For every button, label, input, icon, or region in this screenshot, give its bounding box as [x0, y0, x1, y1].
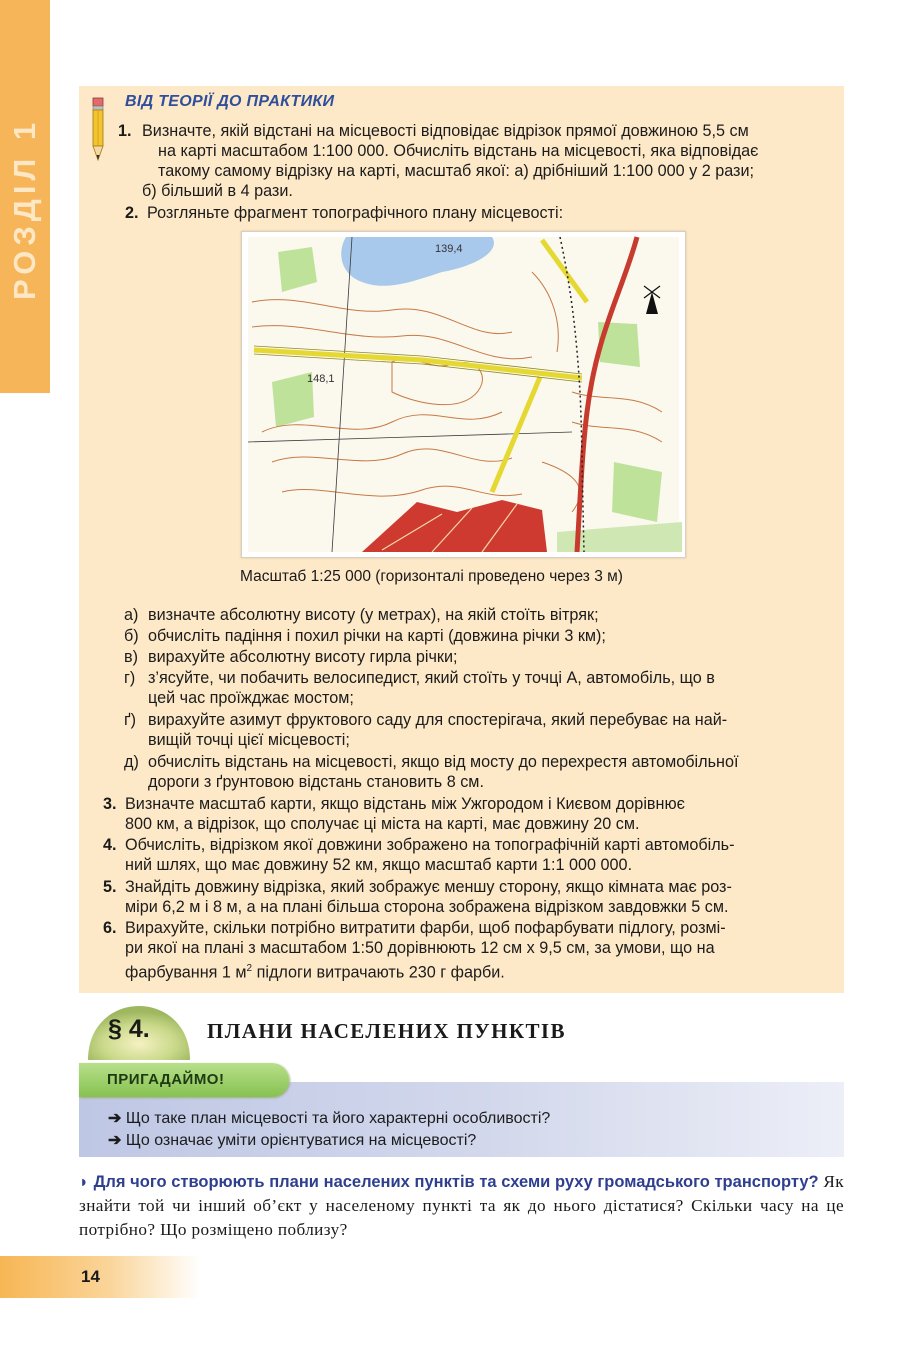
task-2-text: Розгляньте фрагмент топографічного плану місцевості:	[147, 204, 564, 222]
subtask-e-line-1: вирахуйте азимут фруктового саду для спостерігача, який перебуває на най-	[148, 711, 728, 729]
subtask-d-line-1: з’ясуйте, чи побачить велосипедист, який стоїть у точці А, автомобіль, що в	[148, 669, 715, 687]
subtask-e-line-2: вищій точці цієї місцевості;	[148, 731, 350, 749]
task-1-line-3: такому самому відрізку на карті, масштаб якої: а) дрібніший 1:100 000 у 2 рази;	[158, 162, 755, 180]
subtask-b-letter: б)	[124, 627, 139, 645]
task-3-line-1: Визначте масштаб карти, якщо відстань між Ужгородом і Києвом дорівнює	[125, 795, 685, 813]
subtask-d-letter: г)	[124, 669, 136, 687]
recall-label: ПРИГАДАЙМО!	[107, 1071, 225, 1088]
arrow-right-icon: ➔	[108, 1110, 126, 1127]
recall-question-2: ➔ Що означає уміти орієнтуватися на місцевості?	[108, 1132, 477, 1149]
side-tab-label: РОЗДІЛ 1	[7, 117, 42, 300]
pencil-icon	[88, 96, 108, 166]
task-5-line-2: міри 6,2 м і 8 м, а на плані більша сторона зображена відрізком завдовжки 5 см.	[125, 898, 729, 916]
topographic-map-drawing	[242, 232, 685, 557]
subtask-e-letter: ґ)	[124, 711, 137, 729]
arrow-right-icon: ➔	[108, 1132, 126, 1149]
subtask-f-letter: д)	[124, 753, 139, 771]
subtask-a-letter: а)	[124, 606, 139, 624]
page-number: 14	[81, 1267, 100, 1286]
subtask-d-line-2: цей час проїжджає мостом;	[148, 689, 354, 707]
lead-text: Як знайти той чи інший об’єкт у населеному пункті та як до нього дістатися? Скільки часу на це потрібно? Що розміщено поблизу?	[79, 1172, 844, 1239]
section-badge-label: § 4.	[108, 1015, 150, 1043]
task-6-line-2: ри якої на плані з масштабом 1:50 дорівнюють 12 см x 9,5 см, за умови, що на	[125, 939, 715, 957]
bullet-icon: ◗	[79, 1173, 94, 1191]
elevation-label-lake: 139,4	[435, 243, 463, 255]
task-1-number: 1.	[118, 122, 132, 140]
task-6-number: 6.	[103, 919, 117, 937]
task-4-line-1: Обчисліть, відрізком якої довжини зображено на топографічній карті автомобіль-	[125, 836, 735, 854]
subtask-f-line-1: обчисліть відстань на місцевості, якщо від мосту до перехрестя автомобільної	[148, 753, 739, 771]
section-title: ПЛАНИ НАСЕЛЕНИХ ПУНКТІВ	[207, 1019, 566, 1043]
topographic-map	[241, 231, 686, 558]
task-6-line-3: фарбування 1 $м^2$ підлоги витрачають 230 г фарби.	[125, 963, 505, 982]
practice-title: ВІД ТЕОРІЇ ДО ПРАКТИКИ	[125, 93, 335, 110]
subtask-a-line-1: визначте абсолютну висоту (у метрах), на якій стоїть вітряк;	[148, 606, 599, 624]
subtask-b-line-1: обчисліть падіння і похил річки на карті (довжина річки 3 км);	[148, 627, 606, 645]
forest-patch	[612, 462, 662, 522]
task-1-line-1: Визначте, якій відстані на місцевості відповідає відрізок прямої довжиною 5,5 см	[142, 122, 749, 140]
task-3-line-2: 800 км, а відрізок, що сполучає ці міста на карті, має довжину 20 см.	[125, 815, 640, 833]
footer-band	[0, 1256, 200, 1298]
subtask-c-letter: в)	[124, 648, 138, 666]
recall-question-1: ➔ Що таке план місцевості та його характерні особливості?	[108, 1110, 551, 1127]
lead-question: Для чого створюють плани населених пунктів та схеми руху громадського транспорту?	[93, 1173, 819, 1191]
task-4-number: 4.	[103, 836, 117, 854]
task-1-line-2: на карті масштабом 1:100 000. Обчисліть відстань на місцевості, яка відповідає	[158, 142, 759, 160]
task-5-line-1: Знайдіть довжину відрізка, який зображує меншу сторону, якщо кімната має роз-	[125, 878, 732, 896]
task-1-line-4: б) більший в 4 рази.	[142, 182, 293, 200]
lead-paragraph	[79, 1170, 844, 1242]
elevation-label-hill: 148,1	[307, 373, 335, 385]
side-tab	[0, 0, 50, 393]
subtask-c-line-1: вирахуйте абсолютну висоту гирла річки;	[148, 648, 458, 666]
task-5-number: 5.	[103, 878, 117, 896]
task-4-line-2: ний шлях, що має довжину 52 км, якщо масштаб карти 1:1 000 000.	[125, 856, 633, 874]
subtask-f-line-2: дороги з ґрунтовою відстань становить 8 см.	[148, 773, 484, 791]
task-2-number: 2.	[125, 204, 139, 222]
map-caption: Масштаб 1:25 000 (горизонталі проведено через 3 м)	[240, 568, 623, 585]
task-6-line-1: Вирахуйте, скільки потрібно витратити фарби, щоб пофарбувати підлогу, розмі-	[125, 919, 726, 937]
task-3-number: 3.	[103, 795, 117, 813]
